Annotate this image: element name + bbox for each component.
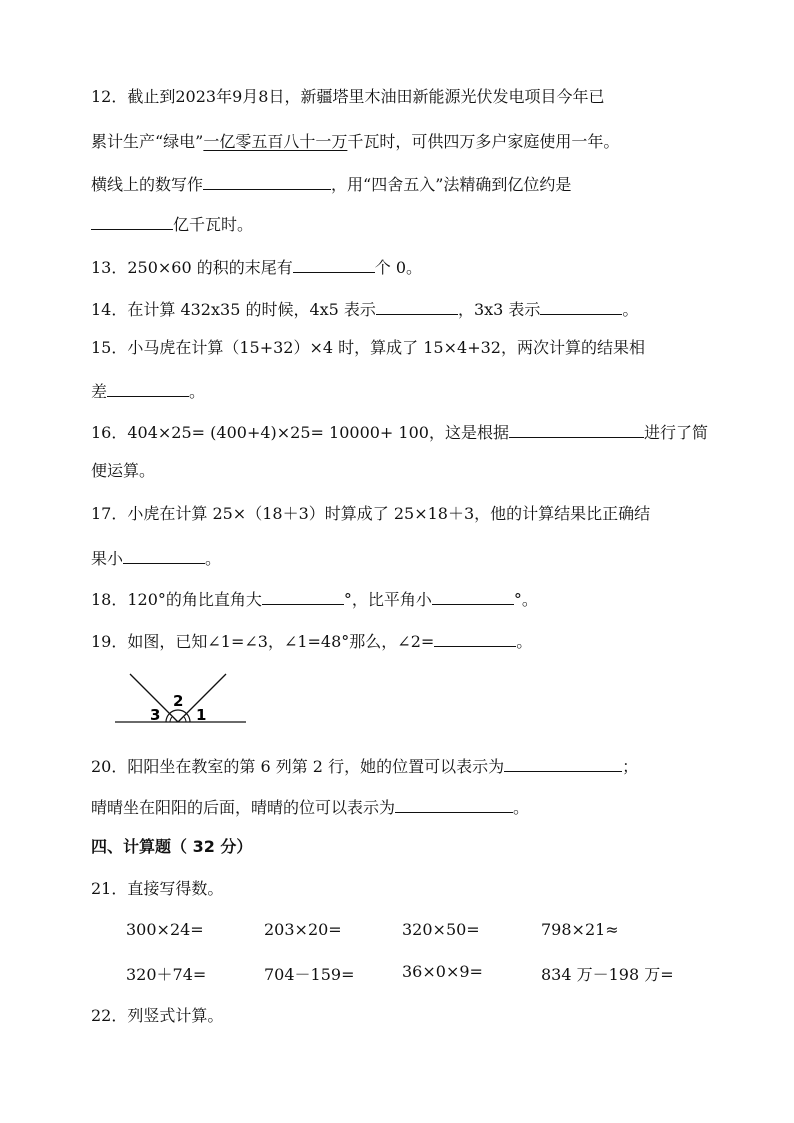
- q17-text1: 17．小虎在计算 25×（18＋3）时算成了 25×18＋3，他的计算结果比正确结: [91, 504, 651, 523]
- q17-text2b: 。: [205, 549, 222, 568]
- q15-line2: [91, 378, 205, 403]
- q18-answer-blank-2[interactable]: [432, 586, 514, 605]
- figure-angle-arc: [166, 710, 190, 722]
- q21-title: 21．直接写得数。: [91, 879, 224, 898]
- q16-line1: [91, 419, 708, 444]
- q14-text-b: ，3x3 表示: [457, 300, 541, 319]
- q12-underlined-number: 一亿零五百八十一万: [203, 132, 348, 151]
- q13-answer-blank[interactable]: [293, 254, 375, 273]
- q12-text1: 12．截止到2023年9月8日，新疆塔里木油田新能源光伏发电项目今年已: [91, 87, 605, 106]
- q18-text-a: 18．120°的角比直角大: [91, 590, 262, 609]
- q20-text1b: ；: [622, 757, 639, 776]
- q13-text-b: 个 0。: [374, 258, 423, 277]
- q16-text-b: 进行了简: [643, 423, 708, 442]
- q15-answer-blank[interactable]: [107, 378, 189, 397]
- q12-answer-blank-2[interactable]: [91, 211, 173, 230]
- q16-text-a: 16．404×25= (400+4)×25= 10000+ 100，这是根据: [91, 423, 509, 442]
- q20-answer-blank-1[interactable]: [504, 753, 622, 772]
- q18-text-b: °，比平角小: [343, 590, 432, 609]
- q22-title: 22．列竖式计算。: [91, 1006, 224, 1025]
- q20-text1a: 20．阳阳坐在教室的第 6 列第 2 行，她的位置可以表示为: [91, 757, 505, 776]
- angle-label-1: 1: [196, 706, 207, 724]
- q15-text2a: 差: [91, 382, 108, 401]
- calc-item: 320×50=: [402, 920, 480, 939]
- q17-answer-blank[interactable]: [123, 545, 205, 564]
- q20-answer-blank-2[interactable]: [395, 794, 513, 813]
- q16-answer-blank[interactable]: [509, 419, 644, 438]
- q13-text-a: 13．250×60 的积的末尾有: [91, 258, 293, 277]
- q18-answer-blank-1[interactable]: [262, 586, 344, 605]
- calc-item: 203×20=: [264, 920, 342, 939]
- calc-item: 36×0×9=: [402, 962, 483, 981]
- q17-line1: [91, 503, 650, 525]
- q20-text2b: 。: [513, 798, 530, 817]
- q16-line2: [91, 460, 155, 482]
- q15-text2b: 。: [189, 382, 206, 401]
- q15-text1: 15．小马虎在计算（15+32）×4 时，算成了 15×4+32，两次计算的结果相: [91, 338, 645, 357]
- angle-label-3: 3: [150, 706, 161, 724]
- q12-text3b: ，用“四舍五入”法精确到亿位约是: [331, 175, 572, 194]
- calc-item: 704－159=: [264, 965, 355, 984]
- q12-line4: [91, 211, 253, 236]
- q19: [91, 628, 532, 653]
- q20-line1: [91, 753, 638, 778]
- q18: [91, 586, 538, 611]
- q20-text2a: 晴晴坐在阳阳的后面，晴晴的位可以表示为: [91, 798, 396, 817]
- q17-line2: [91, 545, 221, 570]
- q12-answer-blank-1[interactable]: [203, 171, 331, 190]
- q14-answer-blank-1[interactable]: [376, 296, 458, 315]
- q15-line1: [91, 337, 645, 359]
- figure-angle1-arc: [184, 717, 186, 722]
- figure-angle3-arc: [170, 717, 172, 722]
- q20-line2: [91, 794, 529, 819]
- q19-answer-blank[interactable]: [434, 628, 516, 647]
- q14-text-c: 。: [622, 300, 639, 319]
- calc-item: 320＋74=: [126, 965, 207, 984]
- q12-line1: [91, 86, 604, 108]
- angle-figure: [110, 668, 250, 732]
- q12-line3: [91, 171, 571, 196]
- q14-text-a: 14．在计算 432x35 的时候，4x5 表示: [91, 300, 376, 319]
- section-title: 四、计算题（ 32 分）: [91, 837, 253, 856]
- q12-text2a: 累计生产“绿电”: [91, 132, 204, 151]
- q17-text2a: 果小: [91, 549, 124, 568]
- q19-text-a: 19．如图，已知∠1=∠3，∠1=48°那么，∠2=: [91, 632, 435, 651]
- q12-text2b: 千瓦时，可供四万多户家庭使用一年。: [347, 132, 620, 151]
- q12-text3a: 横线上的数写作: [91, 175, 204, 194]
- q14: [91, 296, 638, 321]
- calc-item: 798×21≈: [541, 920, 619, 939]
- q19-text-b: 。: [516, 632, 533, 651]
- q13: [91, 254, 422, 279]
- calc-item: 300×24=: [126, 920, 204, 939]
- q18-text-c: °。: [513, 590, 538, 609]
- q16-text2: 便运算。: [91, 461, 156, 480]
- q14-answer-blank-2[interactable]: [540, 296, 622, 315]
- calc-item: 834 万－198 万=: [541, 965, 674, 984]
- angle-label-2: 2: [173, 692, 184, 710]
- q12-text4: 亿千瓦时。: [173, 215, 254, 234]
- q12-line2: [91, 131, 619, 153]
